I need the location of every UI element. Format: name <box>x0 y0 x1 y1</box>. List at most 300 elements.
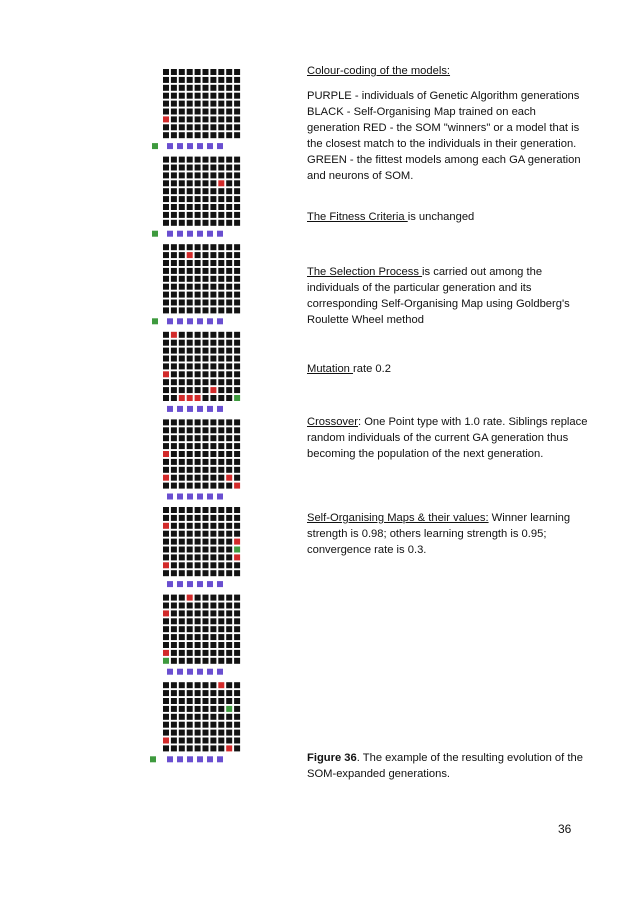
som-neuron <box>187 706 193 712</box>
som-neuron <box>226 220 232 226</box>
som-neuron <box>171 387 177 393</box>
som-neuron <box>187 427 193 433</box>
som-neuron <box>171 157 177 163</box>
som-neuron <box>195 172 201 178</box>
som-neuron <box>163 730 169 736</box>
som-neuron <box>187 483 193 489</box>
som-neuron <box>179 356 185 362</box>
som-neuron <box>226 547 232 553</box>
som-winner <box>234 539 240 545</box>
som-neuron <box>234 116 240 122</box>
som-neuron <box>203 188 209 194</box>
som-neuron <box>210 650 216 656</box>
som-neuron <box>195 475 201 481</box>
som-neuron <box>187 307 193 313</box>
som-neuron <box>210 268 216 274</box>
som-neuron <box>163 634 169 640</box>
som-neuron <box>187 244 193 250</box>
som-neuron <box>218 531 224 537</box>
som-neuron <box>195 188 201 194</box>
som-neuron <box>195 507 201 513</box>
som-neuron <box>203 690 209 696</box>
som-neuron <box>187 603 193 609</box>
som-neuron <box>218 172 224 178</box>
som-neuron <box>218 475 224 481</box>
som-neuron <box>203 610 209 616</box>
som-neuron <box>210 276 216 282</box>
som-neuron <box>234 356 240 362</box>
som-neuron <box>210 348 216 354</box>
ga-individual <box>217 756 223 762</box>
som-neuron <box>210 475 216 481</box>
som-neuron <box>234 706 240 712</box>
som-neuron <box>226 427 232 433</box>
som-neuron <box>187 300 193 306</box>
som-neuron <box>218 658 224 664</box>
som-neuron <box>195 483 201 489</box>
som-neuron <box>163 284 169 290</box>
som-neuron <box>226 180 232 186</box>
som-winner <box>187 595 193 601</box>
som-neuron <box>187 363 193 369</box>
som-neuron <box>163 101 169 107</box>
som-neuron <box>203 714 209 720</box>
som-neuron <box>234 180 240 186</box>
som-neuron <box>187 268 193 274</box>
som-neuron <box>187 69 193 75</box>
som-winner <box>163 610 169 616</box>
som-neuron <box>218 212 224 218</box>
som-neuron <box>210 523 216 529</box>
som-neuron <box>203 650 209 656</box>
som-neuron <box>226 292 232 298</box>
som-neuron <box>218 427 224 433</box>
som-neuron <box>187 379 193 385</box>
som-neuron <box>226 157 232 163</box>
som-neuron <box>187 547 193 553</box>
som-neuron <box>171 220 177 226</box>
som-neuron <box>234 188 240 194</box>
som-neuron <box>234 658 240 664</box>
som-neuron <box>210 435 216 441</box>
som-neuron <box>187 722 193 728</box>
som-neuron <box>210 443 216 449</box>
som-neuron <box>218 77 224 83</box>
som-neuron <box>171 515 177 521</box>
som-neuron <box>203 387 209 393</box>
som-neuron <box>234 714 240 720</box>
som-neuron <box>234 85 240 91</box>
som-neuron <box>187 172 193 178</box>
ga-individual <box>217 406 223 412</box>
som-neuron <box>187 730 193 736</box>
som-neuron <box>171 738 177 744</box>
ga-individual <box>197 494 203 500</box>
mutation-text: rate 0.2 <box>353 363 391 375</box>
page-number: 36 <box>558 822 572 836</box>
som-neuron <box>210 204 216 210</box>
som-neuron <box>187 371 193 377</box>
som-neuron <box>171 523 177 529</box>
som-neuron <box>179 562 185 568</box>
som-neuron <box>234 260 240 266</box>
som-neuron <box>203 307 209 313</box>
som-neuron <box>195 204 201 210</box>
ga-individual <box>217 318 223 324</box>
ga-individual <box>207 406 213 412</box>
som-neuron <box>203 730 209 736</box>
mutation-section <box>307 361 599 377</box>
som-neuron <box>203 451 209 457</box>
som-neuron <box>210 554 216 560</box>
som-neuron <box>171 595 177 601</box>
som-neuron <box>210 132 216 138</box>
som-neuron <box>218 507 224 513</box>
som-neuron <box>203 427 209 433</box>
som-neuron <box>163 276 169 282</box>
som-neuron <box>163 682 169 688</box>
som-neuron <box>234 443 240 449</box>
som-neuron <box>171 467 177 473</box>
som-neuron <box>226 658 232 664</box>
som-neuron <box>226 276 232 282</box>
som-neuron <box>179 77 185 83</box>
som-winner <box>163 475 169 481</box>
som-neuron <box>163 690 169 696</box>
som-neuron <box>226 93 232 99</box>
som-neuron <box>195 634 201 640</box>
som-neuron <box>203 292 209 298</box>
som-neuron <box>187 212 193 218</box>
som-neuron <box>187 570 193 576</box>
som-neuron <box>234 730 240 736</box>
som-neuron <box>171 722 177 728</box>
som-neuron <box>187 77 193 83</box>
som-neuron <box>203 483 209 489</box>
som-neuron <box>226 515 232 521</box>
som-neuron <box>210 212 216 218</box>
som-neuron <box>163 722 169 728</box>
som-neuron <box>179 738 185 744</box>
som-neuron <box>187 260 193 266</box>
som-neuron <box>195 93 201 99</box>
som-neuron <box>218 483 224 489</box>
som-neuron <box>171 539 177 545</box>
som-neuron <box>234 124 240 130</box>
som-neuron <box>234 340 240 346</box>
som-neuron <box>163 93 169 99</box>
som-neuron <box>171 165 177 171</box>
selection-line-1: individuals of the particular generation and its <box>307 282 532 294</box>
som-neuron <box>163 435 169 441</box>
som-neuron <box>218 204 224 210</box>
ga-individual <box>177 669 183 675</box>
som-neuron <box>226 714 232 720</box>
som-neuron <box>179 172 185 178</box>
som-neuron <box>226 443 232 449</box>
som-neuron <box>163 443 169 449</box>
som-neuron <box>179 188 185 194</box>
som-neuron <box>226 483 232 489</box>
som-neuron <box>210 69 216 75</box>
som-neuron <box>210 252 216 258</box>
som-neuron <box>226 610 232 616</box>
som-neuron <box>195 69 201 75</box>
som-neuron <box>171 371 177 377</box>
som-neuron <box>218 307 224 313</box>
som-neuron <box>195 722 201 728</box>
som-neuron <box>195 77 201 83</box>
som-neuron <box>226 395 232 401</box>
som-winner <box>195 395 201 401</box>
som-neuron <box>226 698 232 704</box>
ga-individual <box>187 581 193 587</box>
som-winner <box>163 562 169 568</box>
som-neuron <box>210 706 216 712</box>
som-neuron <box>171 626 177 632</box>
som-neuron <box>163 188 169 194</box>
som-neuron <box>171 284 177 290</box>
som-neuron <box>171 459 177 465</box>
ga-individual <box>167 669 173 675</box>
som-neuron <box>203 634 209 640</box>
som-neuron <box>171 212 177 218</box>
som-neuron <box>179 531 185 537</box>
som-neuron <box>210 172 216 178</box>
som-neuron <box>195 642 201 648</box>
som-neuron <box>226 618 232 624</box>
som-neuron <box>226 204 232 210</box>
som-neuron <box>218 284 224 290</box>
som-neuron <box>195 85 201 91</box>
som-neuron <box>171 109 177 115</box>
som-neuron <box>195 165 201 171</box>
som-neuron <box>163 252 169 258</box>
som-neuron <box>187 698 193 704</box>
som-neuron <box>195 419 201 425</box>
som-neuron <box>195 220 201 226</box>
som-neuron <box>179 348 185 354</box>
som-neuron <box>163 698 169 704</box>
som-neuron <box>234 435 240 441</box>
som-neuron <box>203 539 209 545</box>
som-neuron <box>195 292 201 298</box>
som-neuron <box>179 459 185 465</box>
som-neuron <box>171 570 177 576</box>
som-neuron <box>163 395 169 401</box>
ga-individual <box>177 756 183 762</box>
som-neuron <box>218 85 224 91</box>
som-neuron <box>179 332 185 338</box>
som-neuron <box>179 69 185 75</box>
fittest-individual <box>152 231 158 237</box>
som-neuron <box>203 356 209 362</box>
som-neuron <box>234 570 240 576</box>
som-neuron <box>226 562 232 568</box>
ga-individual <box>187 494 193 500</box>
ga-individual <box>207 494 213 500</box>
som-neuron <box>218 165 224 171</box>
ga-individual <box>207 756 213 762</box>
som-neuron <box>171 618 177 624</box>
ga-individual <box>177 581 183 587</box>
som-neuron <box>234 300 240 306</box>
som-neuron <box>210 714 216 720</box>
ga-individual <box>197 756 203 762</box>
som-neuron <box>210 356 216 362</box>
som-neuron <box>218 730 224 736</box>
som-neuron <box>234 459 240 465</box>
som-neuron <box>210 658 216 664</box>
som-neuron <box>203 467 209 473</box>
som-neuron <box>234 698 240 704</box>
som-neuron <box>163 570 169 576</box>
som-neuron <box>179 443 185 449</box>
ga-individual <box>177 143 183 149</box>
som-neuron <box>187 196 193 202</box>
som-neuron <box>179 268 185 274</box>
som-neuron <box>234 307 240 313</box>
som-neuron <box>179 706 185 712</box>
som-neuron <box>171 340 177 346</box>
som-neuron <box>179 212 185 218</box>
som-neuron <box>179 196 185 202</box>
som-neuron <box>163 165 169 171</box>
som-neuron <box>187 507 193 513</box>
som-neuron <box>203 419 209 425</box>
colour-line-green-cont: and neurons of SOM. <box>307 170 414 182</box>
som-neuron <box>171 435 177 441</box>
colour-line-purple: PURPLE - individuals of Genetic Algorithm generations <box>307 90 580 102</box>
som-neuron <box>179 109 185 115</box>
som-neuron <box>179 292 185 298</box>
som-neuron <box>163 220 169 226</box>
ga-individual <box>187 756 193 762</box>
som-neuron <box>203 562 209 568</box>
som-neuron <box>171 610 177 616</box>
som-neuron <box>179 523 185 529</box>
som-neuron <box>234 348 240 354</box>
som-line-2: convergence rate is 0.3. <box>307 544 427 556</box>
som-neuron <box>179 419 185 425</box>
som-neuron <box>163 554 169 560</box>
som-neuron <box>179 85 185 91</box>
som-neuron <box>210 507 216 513</box>
som-neuron <box>187 515 193 521</box>
som-neuron <box>234 650 240 656</box>
som-neuron <box>163 531 169 537</box>
som-neuron <box>234 427 240 433</box>
som-neuron <box>171 507 177 513</box>
som-neuron <box>179 610 185 616</box>
selection-line-2: corresponding Self-Organising Map using Goldberg's <box>307 298 570 310</box>
som-neuron <box>203 435 209 441</box>
som-neuron <box>171 634 177 640</box>
som-neuron <box>195 745 201 751</box>
som-neuron <box>195 348 201 354</box>
som-neuron <box>179 307 185 313</box>
som-neuron <box>218 196 224 202</box>
som-neuron <box>234 284 240 290</box>
som-neuron <box>187 626 193 632</box>
som-neuron <box>218 650 224 656</box>
som-neuron <box>163 307 169 313</box>
som-neuron <box>226 722 232 728</box>
som-neuron <box>171 348 177 354</box>
som-neuron <box>210 101 216 107</box>
som-neuron <box>179 570 185 576</box>
som-neuron <box>195 276 201 282</box>
som-neuron <box>203 276 209 282</box>
som-neuron <box>187 276 193 282</box>
som-neuron <box>203 204 209 210</box>
som-neuron <box>195 650 201 656</box>
som-neuron <box>171 682 177 688</box>
som-neuron <box>195 698 201 704</box>
som-neuron <box>163 157 169 163</box>
som-neuron <box>234 268 240 274</box>
som-neuron <box>163 539 169 545</box>
som-neuron <box>195 690 201 696</box>
ga-individual <box>207 318 213 324</box>
som-neuron <box>234 212 240 218</box>
som-neuron <box>187 85 193 91</box>
som-neuron <box>195 340 201 346</box>
som-neuron <box>226 196 232 202</box>
som-neuron <box>195 531 201 537</box>
som-neuron <box>171 132 177 138</box>
som-neuron <box>179 698 185 704</box>
som-neuron <box>187 714 193 720</box>
som-neuron <box>171 443 177 449</box>
som-neuron <box>218 69 224 75</box>
som-neuron <box>203 682 209 688</box>
som-neuron <box>179 483 185 489</box>
som-neuron <box>234 595 240 601</box>
som-neuron <box>226 340 232 346</box>
som-neuron <box>218 435 224 441</box>
som-neuron <box>203 642 209 648</box>
som-neuron <box>210 570 216 576</box>
som-neuron <box>226 172 232 178</box>
som-neuron <box>234 610 240 616</box>
som-neuron <box>171 554 177 560</box>
som-neuron <box>210 626 216 632</box>
ga-individual <box>167 318 173 324</box>
som-neuron <box>210 196 216 202</box>
som-neuron <box>226 356 232 362</box>
som-neuron <box>234 69 240 75</box>
som-neuron <box>171 260 177 266</box>
fittest-individual <box>152 318 158 324</box>
som-neuron <box>179 714 185 720</box>
som-neuron <box>171 698 177 704</box>
som-neuron <box>179 745 185 751</box>
som-neuron <box>210 363 216 369</box>
som-neuron <box>210 595 216 601</box>
som-neuron <box>203 698 209 704</box>
som-neuron <box>234 220 240 226</box>
som-neuron <box>226 523 232 529</box>
som-neuron <box>203 101 209 107</box>
ga-individual <box>167 143 173 149</box>
ga-individual <box>197 231 203 237</box>
ga-individual <box>197 406 203 412</box>
ga-individual <box>217 581 223 587</box>
som-neuron <box>210 340 216 346</box>
som-neuron <box>210 332 216 338</box>
som-neuron <box>218 332 224 338</box>
